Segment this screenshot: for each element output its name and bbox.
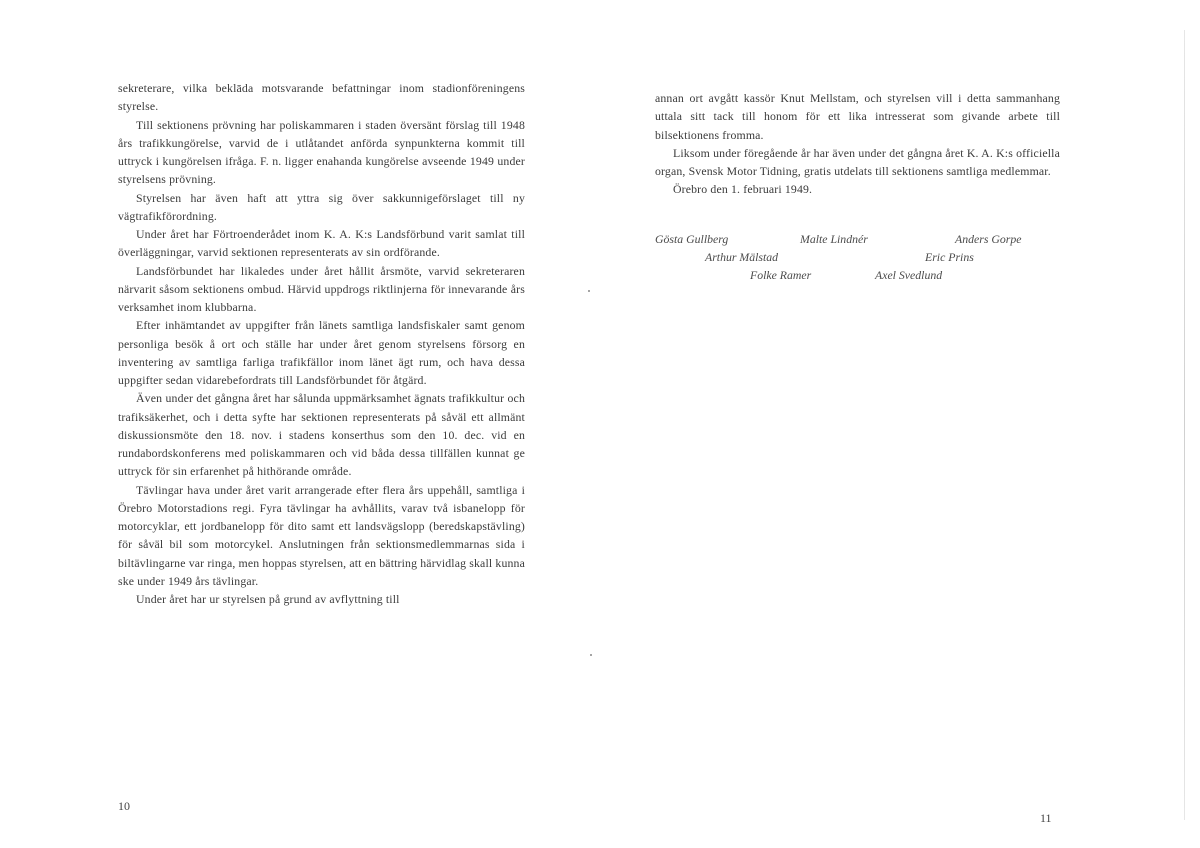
speck-mark [590, 654, 592, 656]
left-text-column [118, 79, 525, 608]
paragraph: Under året har Förtroenderådet inom K. A. K:s Landsförbund varit samlat till överläggningar, varvid sektionen representerats av sin ordförande. [118, 227, 525, 260]
paragraph: Efter inhämtandet av uppgifter från länets samtliga landsfiskaler samt genom personliga besök å ort och ställe har under året genom styrelsens försorg en inventering av samtliga farliga trafikfällor inom länet ägt rum, och hava dessa uppgifter sedan vidarebefordrats till Landsförbundet för åtgärd. [118, 318, 525, 387]
signature-name: Gösta Gullberg [655, 232, 729, 246]
page-number-left: 10 [118, 799, 130, 813]
paragraph: sekreterare, vilka beklāda motsvarande befattningar inom stadionföreningens styrelse. [118, 81, 525, 114]
signature-row [655, 248, 1060, 266]
signature-name: Arthur Mälstad [705, 250, 779, 264]
paragraph: Även under det gångna året har sålunda uppmärksamhet ägnats trafikkultur och trafiksäkerhet, och i detta syfte har sektionen representerats på såväl ett allmänt diskussionsmöte den 18. nov. i stadens konserthus som den 10. dec. vid en rundabordskonferens med poliskammaren och vid båda dessa tillfällen kunnat ge uttryck för sin erfarenhet på hithörande område. [118, 391, 525, 479]
right-page [600, 0, 1200, 848]
paragraph: Tävlingar hava under året varit arrangerade efter flera års uppehåll, samtliga i Örebro Motorstadions regi. Fyra tävlingar ha avhållits, varav två isbanelopp för motorcyklar, ett jordbanelopp för dito samt ett landsvägslopp (beredskapstävling) för såväl bil som motorcykel. Anslutningen från sektionsmedlemmarnas sida i biltävlingarne var ringa, men hoppas styrelsen, att en bättring härvidlag skall kunna ske under 1949 års tävlingar. [118, 482, 525, 588]
paragraph: Under året har ur styrelsen på grund av avflyttning till [136, 592, 400, 606]
signature-name: Malte Lindnér [800, 232, 868, 246]
page-number-right: 11 [1040, 811, 1052, 825]
dateline: Örebro den 1. februari 1949. [673, 182, 813, 197]
speck-mark [588, 290, 590, 292]
signature-row [655, 230, 1060, 248]
right-text-column [655, 89, 1060, 199]
page-edge-shadow [1184, 30, 1185, 820]
paragraph: Till sektionens prövning har poliskammaren i staden översänt förslag till 1948 års trafikkungörelse, varvid de i utlåtandet anförda synpunkterna kommit till uttryck i kungörelsen ifråga. F. n. ligger enahanda kungörelse avseende 1949 under styrelsens prövning. [118, 117, 525, 187]
signature-name: Folke Ramer [750, 268, 812, 282]
signature-name: Axel Svedlund [875, 268, 943, 282]
paragraph: Styrelsen har även haft att yttra sig över sakkunnigeförslaget till ny vägtrafikförordning. [118, 190, 525, 223]
signature-block [655, 230, 1060, 284]
paragraph: Liksom under föregående år har även under det gångna året K. A. K:s officiella organ, Svensk Motor Tidning, gratis utdelats till sektionens samtliga medlemmar. [655, 145, 1060, 178]
signature-row [655, 266, 1060, 284]
paragraph: Landsförbundet har likaledes under året hållit årsmöte, varvid sekreteraren närvarit såsom sektionens ombud. Härvid uppdrogs riktlinjerna för innevarande års verksamhet inom klubbarna. [118, 263, 525, 314]
paragraph: annan ort avgått kassör Knut Mellstam, och styrelsen vill i detta sammanhang uttala sitt tack till honom för ett lika intresserat som givande arbete till bilsektionens fromma. [655, 91, 1060, 142]
signature-name: Anders Gorpe [955, 232, 1022, 246]
signature-name: Eric Prins [925, 250, 974, 264]
